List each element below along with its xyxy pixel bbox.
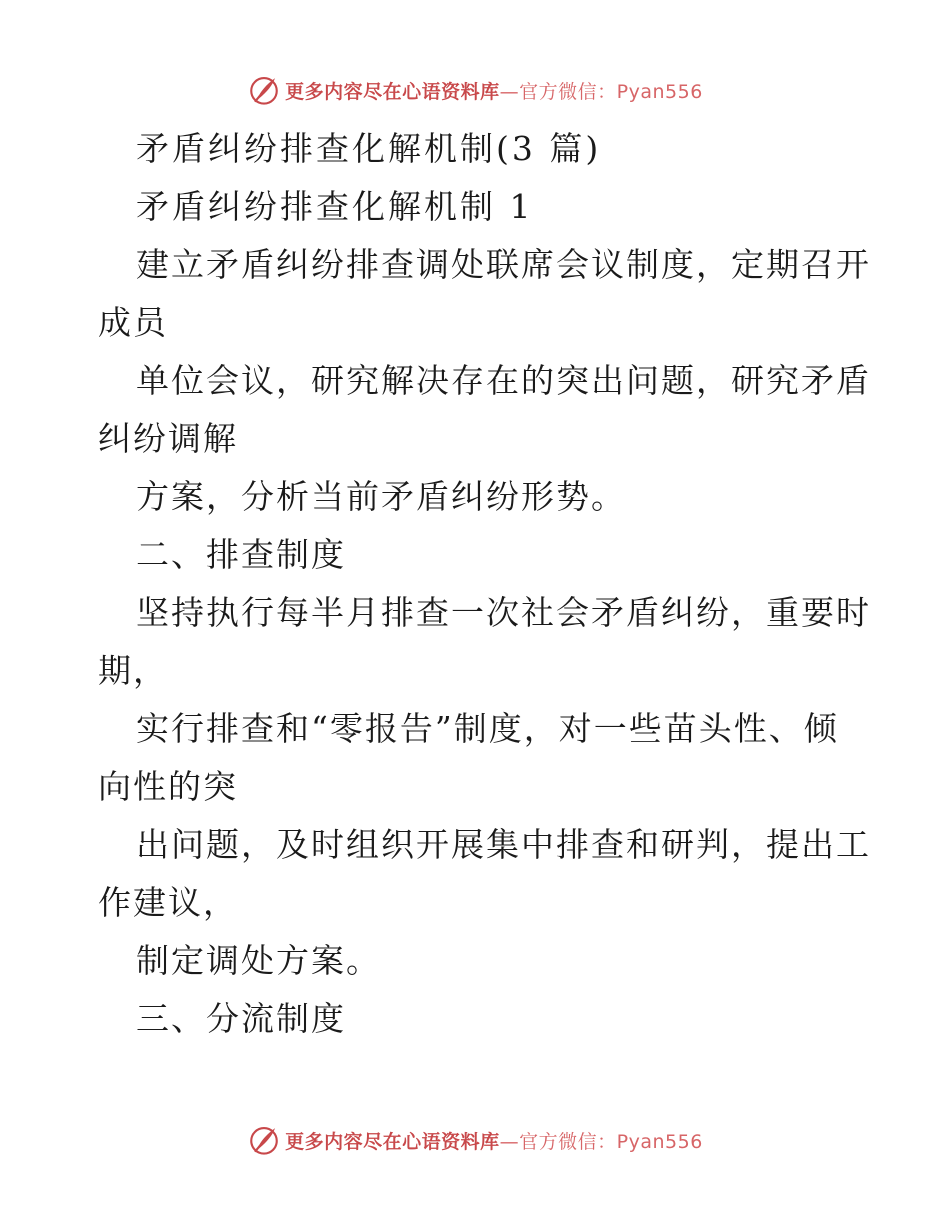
section-heading: 二、排查制度 — [136, 535, 346, 574]
feather-pen-logo-icon — [247, 73, 281, 107]
paragraph-line: 成员 — [98, 303, 168, 342]
document-body — [98, 120, 871, 1048]
paragraph-line: 纠纷调解 — [98, 419, 238, 458]
paragraph-line: 建立矛盾纠纷排查调处联席会议制度，定期召开 — [136, 245, 871, 284]
paragraph-line: 向性的突 — [98, 767, 238, 806]
paragraph-line: 单位会议，研究解决存在的突出问题，研究矛盾 — [136, 361, 871, 400]
document-title: 矛盾纠纷排查化解机制(3 篇) — [136, 129, 602, 168]
paragraph-line: 实行排查和“零报告”制度，对一些苗头性、倾 — [136, 709, 839, 748]
paragraph-line: 期， — [98, 651, 168, 690]
paragraph-line: 制定调处方案。 — [136, 941, 381, 980]
section-heading: 三、分流制度 — [136, 999, 346, 1038]
watermark-text: 更多内容尽在心语资料库—官方微信：Pyan556 — [285, 80, 703, 103]
paragraph-line: 作建议， — [98, 883, 238, 922]
footer-watermark-banner — [0, 1120, 950, 1160]
watermark-text: 更多内容尽在心语资料库—官方微信：Pyan556 — [285, 1130, 703, 1153]
paragraph-line: 坚持执行每半月排查一次社会矛盾纠纷，重要时 — [136, 593, 871, 632]
header-watermark-banner — [0, 70, 950, 110]
section-heading: 矛盾纠纷排查化解机制 1 — [136, 187, 534, 226]
feather-pen-logo-icon — [247, 1123, 281, 1157]
paragraph-line: 出问题，及时组织开展集中排查和研判，提出工 — [136, 825, 871, 864]
paragraph-line: 方案，分析当前矛盾纠纷形势。 — [136, 477, 626, 516]
